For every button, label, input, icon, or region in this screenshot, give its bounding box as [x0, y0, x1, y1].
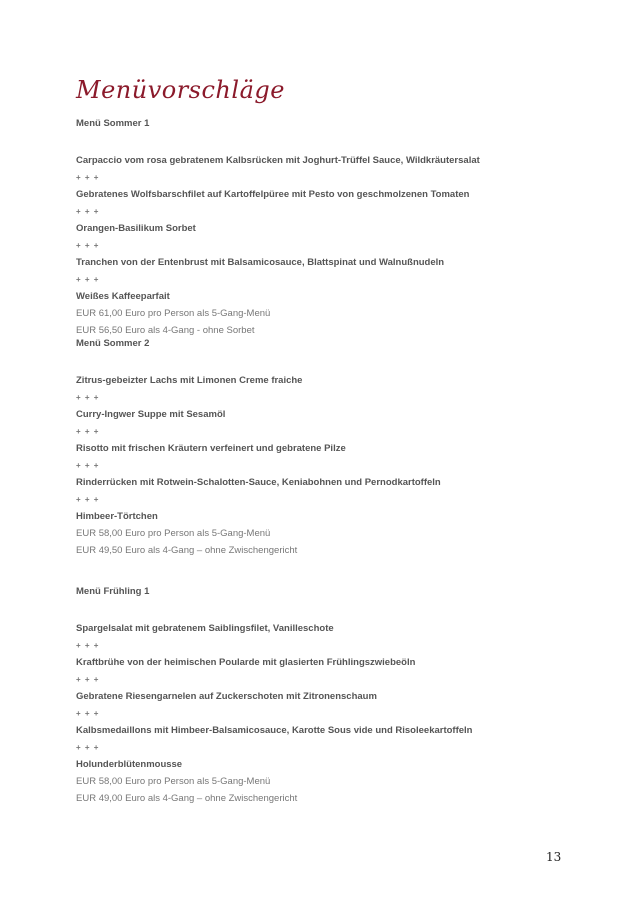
- menu-heading: Menü Frühling 1: [76, 586, 150, 597]
- course-item: Weißes Kaffeeparfait: [76, 291, 170, 302]
- course-item: Risotto mit frischen Kräutern verfeinert und gebratene Pilze: [76, 443, 346, 454]
- course-item: Tranchen von der Entenbrust mit Balsamicosauce, Blattspinat und Walnußnudeln: [76, 257, 445, 268]
- course-separator: + + +: [76, 743, 100, 752]
- course-item: Gebratene Riesengarnelen auf Zuckerschoten mit Zitronenschaum: [76, 691, 377, 702]
- menu-sommer-2: [76, 336, 576, 559]
- course-item: Kalbsmedaillons mit Himbeer-Balsamicosauce, Karotte Sous vide und Risoleekartoffeln: [76, 725, 473, 736]
- course-item: Carpaccio vom rosa gebratenem Kalbsrücken mit Joghurt-Trüffel Sauce, Wildkräutersalat: [76, 155, 480, 166]
- course-separator: + + +: [76, 427, 100, 436]
- course-separator: + + +: [76, 675, 100, 684]
- page-title: Menüvorschläge: [76, 76, 285, 104]
- course-separator: + + +: [76, 495, 100, 504]
- course-separator: + + +: [76, 641, 100, 650]
- course-separator: + + +: [76, 461, 100, 470]
- menu-sommer-1: [76, 116, 576, 339]
- course-item: Himbeer-Törtchen: [76, 511, 158, 522]
- course-item: Spargelsalat mit gebratenem Saiblingsfilet, Vanilleschote: [76, 623, 334, 634]
- price-line: EUR 49,50 Euro als 4-Gang – ohne Zwischengericht: [76, 545, 298, 556]
- course-item: Curry-Ingwer Suppe mit Sesamöl: [76, 409, 226, 420]
- menu-heading: Menü Sommer 1: [76, 118, 150, 129]
- course-item: Gebratenes Wolfsbarschfilet auf Kartoffelpüree mit Pesto von geschmolzenen Tomaten: [76, 189, 470, 200]
- price-line: EUR 58,00 Euro pro Person als 5-Gang-Menü: [76, 776, 271, 787]
- price-line: EUR 58,00 Euro pro Person als 5-Gang-Menü: [76, 528, 271, 539]
- course-item: Orangen-Basilikum Sorbet: [76, 223, 196, 234]
- course-item: Rinderrücken mit Rotwein-Schalotten-Sauce, Keniabohnen und Pernodkartoffeln: [76, 477, 441, 488]
- course-separator: + + +: [76, 241, 100, 250]
- price-line: EUR 56,50 Euro als 4-Gang - ohne Sorbet: [76, 325, 255, 336]
- course-separator: + + +: [76, 709, 100, 718]
- price-line: EUR 49,00 Euro als 4-Gang – ohne Zwischengericht: [76, 793, 298, 804]
- course-item: Zitrus-gebeizter Lachs mit Limonen Creme fraiche: [76, 375, 303, 386]
- page-number: 13: [546, 850, 562, 864]
- price-line: EUR 61,00 Euro pro Person als 5-Gang-Menü: [76, 308, 271, 319]
- course-separator: + + +: [76, 393, 100, 402]
- course-separator: + + +: [76, 207, 100, 216]
- course-separator: + + +: [76, 275, 100, 284]
- menu-heading: Menü Sommer 2: [76, 338, 150, 349]
- course-item: Holunderblütenmousse: [76, 759, 183, 770]
- course-separator: + + +: [76, 173, 100, 182]
- course-item: Kraftbrühe von der heimischen Poularde mit glasierten Frühlingszwiebeöln: [76, 657, 416, 668]
- menu-fruehling-1: [76, 584, 576, 807]
